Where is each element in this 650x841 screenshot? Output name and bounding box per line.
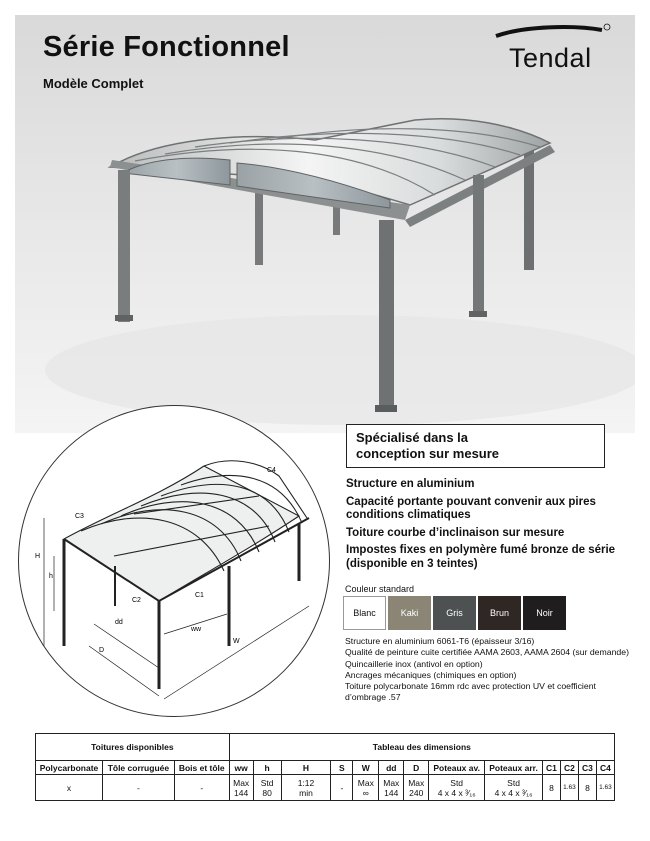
col-header: C1: [543, 761, 561, 775]
feature-item: Toiture courbe d’inclinaison sur mesure: [346, 526, 565, 539]
swatch-brun: Brun: [478, 596, 521, 630]
feature-item: Capacité portante pouvant convenir aux pires conditions climatiques: [346, 495, 596, 521]
dimensions-table: [35, 733, 615, 801]
brand-name: Tendal: [509, 43, 592, 73]
spec-item: Ancrages mécaniques (chimiques en option): [345, 669, 517, 680]
label-c1: C1: [195, 592, 204, 599]
spec-item: d’ombrage .57: [345, 692, 401, 703]
specialty-box: [346, 424, 605, 468]
col-header: C2: [560, 761, 578, 775]
col-header: C4: [596, 761, 614, 775]
spec-list: [345, 636, 640, 704]
table-cell: Max 144: [379, 775, 404, 801]
table-cell: 8: [578, 775, 596, 801]
label-c4: C4: [267, 467, 276, 474]
specialty-line-1: Spécialisé dans la: [356, 430, 469, 445]
col-header: Poteaux av.: [429, 761, 485, 775]
col-header: Polycarbonate: [36, 761, 103, 775]
table-cell: Max ∞: [353, 775, 379, 801]
label-W: W: [233, 638, 240, 645]
col-header: Poteaux arr.: [485, 761, 543, 775]
feature-item: Structure en aluminium: [346, 478, 475, 490]
table-cell: -: [174, 775, 229, 801]
table-cell: Max 144: [229, 775, 253, 801]
table-cell: x: [36, 775, 103, 801]
spec-item: Quincaillerie inox (antivol en option): [345, 658, 483, 669]
roofs-header: Toitures disponibles: [36, 734, 230, 761]
col-header: S: [331, 761, 353, 775]
table-cell: Std 4 x 4 x ³⁄₁₆: [429, 775, 485, 801]
table-cell: -: [331, 775, 353, 801]
col-header: ww: [229, 761, 253, 775]
label-c3: C3: [75, 513, 84, 520]
color-swatches: [343, 596, 566, 630]
col-header: dd: [379, 761, 404, 775]
swatch-noir: Noir: [523, 596, 566, 630]
swatch-kaki: Kaki: [388, 596, 431, 630]
table-cell: Max 240: [404, 775, 429, 801]
label-c2: C2: [132, 597, 141, 604]
swatch-gris: Gris: [433, 596, 476, 630]
dims-header: Tableau des dimensions: [229, 734, 614, 761]
col-header: H: [281, 761, 331, 775]
table-cell: -: [102, 775, 174, 801]
label-D: D: [99, 647, 105, 654]
col-header: Tôle corruguée: [102, 761, 174, 775]
feature-list: [346, 478, 626, 575]
page-subtitle: Modèle Complet: [43, 76, 144, 91]
label-dd: dd: [115, 619, 123, 626]
col-header: D: [404, 761, 429, 775]
spec-item: Qualité de peinture cuite certifiée AAMA 2603, AAMA 2604 (sur demande): [345, 647, 629, 658]
table-cell: 1:12 min: [281, 775, 331, 801]
spec-item: Toiture polycarbonate 16mm rdc avec protection UV et coefficient: [345, 681, 596, 692]
dimension-diagram: [18, 405, 330, 717]
col-header: W: [353, 761, 379, 775]
table-cell: 1.63: [596, 775, 614, 801]
table-cell: Std 4 x 4 x ³⁄₁₆: [485, 775, 543, 801]
label-ww: ww: [191, 626, 202, 633]
page-title: Série Fonctionnel: [43, 31, 290, 63]
table-cell: 8: [543, 775, 561, 801]
label-H: H: [35, 553, 41, 560]
col-header: Bois et tôle: [174, 761, 229, 775]
table-cell: 1.63: [560, 775, 578, 801]
feature-item: Impostes fixes en polymère fumé bronze de série (disponible en 3 teintes): [346, 544, 616, 570]
label-h: h: [49, 573, 53, 580]
color-label: Couleur standard: [345, 584, 415, 594]
col-header: C3: [578, 761, 596, 775]
spec-item: Structure en aluminium 6061-T6 (épaisseur 3/16): [345, 636, 535, 646]
col-header: h: [253, 761, 281, 775]
table-cell: Std 80: [253, 775, 281, 801]
swatch-blanc: Blanc: [343, 596, 386, 630]
specialty-line-2: conception sur mesure: [356, 446, 500, 461]
diagram-drawing: [19, 406, 330, 717]
